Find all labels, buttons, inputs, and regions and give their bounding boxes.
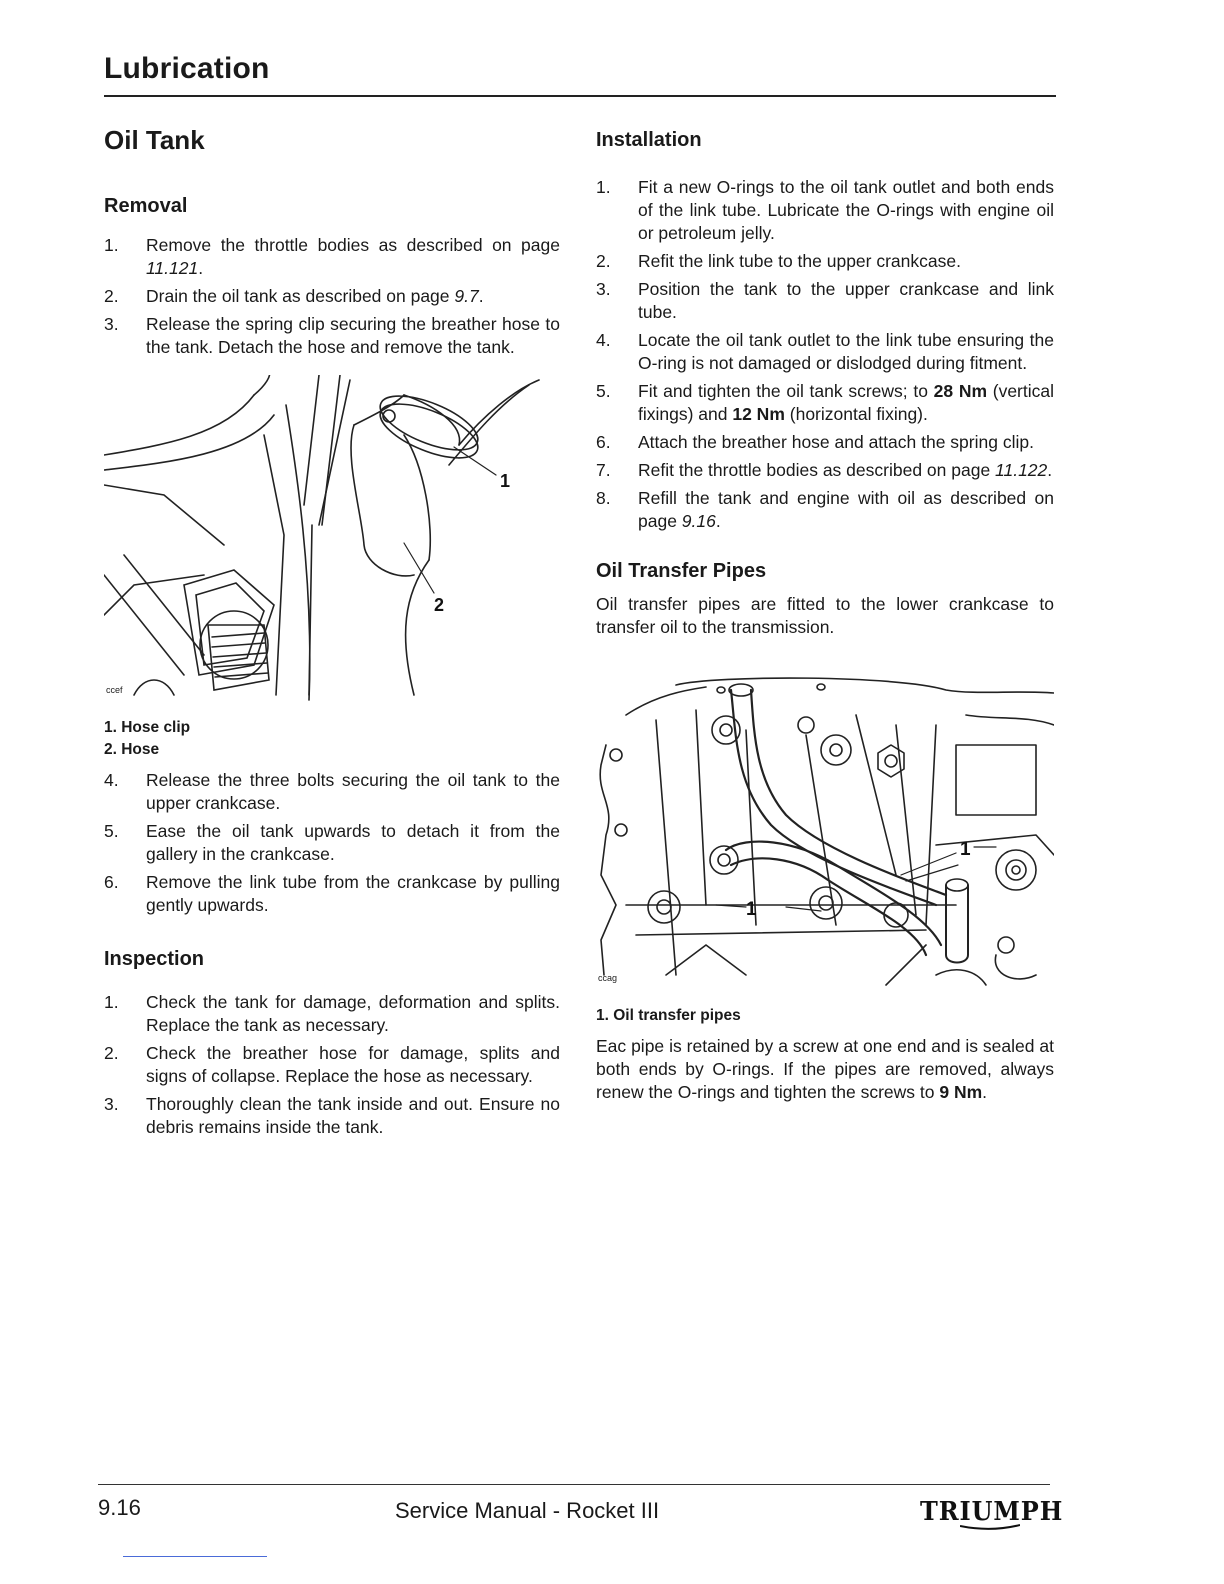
inspection-heading: Inspection	[104, 948, 205, 970]
list-item: 1. Remove the throttle bodies as described on page 11.121.	[104, 235, 560, 278]
list-item: 8. Refill the tank and engine with oil as described on page 9.16.	[596, 488, 1054, 531]
oil-transfer-pipes-heading: Oil Transfer Pipes	[596, 560, 767, 582]
caption-hose: 2. Hose	[104, 741, 160, 758]
list-item: 3. Thoroughly clean the tank inside and out. Ensure no debris remains inside the tank.	[104, 1094, 560, 1137]
list-item: 3. Release the spring clip securing the breather hose to the tank. Detach the hose and remove the tank.	[104, 314, 560, 357]
logo-swoosh-icon	[960, 1524, 1020, 1530]
list-item: 6. Attach the breather hose and attach the spring clip.	[596, 432, 1034, 452]
list-item: 4. Locate the oil tank outlet to the link tube ensuring the O-ring is not damaged or dislodged during fitment.	[596, 330, 1054, 373]
list-item: 5. Ease the oil tank upwards to detach it from the gallery in the crankcase.	[104, 821, 560, 864]
caption-hose-clip: 1. Hose clip	[104, 719, 191, 736]
oil-tank-title: Oil Tank	[104, 125, 205, 155]
manual-title: Service Manual - Rocket III	[395, 1498, 660, 1523]
triumph-logo: TRIUMPH	[920, 1497, 1064, 1527]
oil-transfer-intro: Oil transfer pipes are fitted to the lower crankcase to transfer oil to the transmission.	[596, 594, 1054, 637]
list-item: 3. Position the tank to the upper crankcase and link tube.	[596, 279, 1054, 322]
caption-oil-transfer-pipes: 1. Oil transfer pipes	[596, 1007, 741, 1024]
list-item: 1. Check the tank for damage, deformation and splits. Replace the tank as necessary.	[104, 992, 560, 1035]
list-item: 2. Drain the oil tank as described on page 9.7.	[104, 286, 484, 306]
inspection-steps	[104, 991, 560, 1139]
list-item: 2. Refit the link tube to the upper crankcase.	[596, 251, 961, 271]
link-underline	[123, 1556, 267, 1557]
installation-steps	[596, 176, 1054, 533]
list-item: 2. Check the breather hose for damage, splits and signs of collapse. Replace the hose as necessary.	[104, 1043, 560, 1086]
figure-code-label: ccef	[106, 685, 123, 695]
oil-transfer-pipes-diagram	[596, 675, 1054, 995]
header-rule	[104, 95, 1056, 97]
oil-tank-hose-diagram	[104, 375, 560, 705]
callout-1b: 1	[746, 899, 757, 920]
right-column	[596, 122, 1054, 1104]
page-number: 9.16	[98, 1495, 141, 1520]
callout-1: 1	[500, 471, 511, 491]
list-item: 7. Refit the throttle bodies as described on page 11.122.	[596, 460, 1053, 480]
list-item: 6. Remove the link tube from the crankcase by pulling gently upwards.	[104, 872, 560, 915]
list-item: 1. Fit a new O-rings to the oil tank outlet and both ends of the link tube. Lubricate the O-rings with engine oil or petroleum jelly.	[596, 177, 1054, 243]
left-column	[104, 122, 560, 1144]
removal-heading: Removal	[104, 195, 188, 217]
installation-heading: Installation	[596, 129, 702, 151]
callout-1a: 1	[960, 839, 971, 860]
removal-steps-b	[104, 769, 560, 917]
callout-2: 2	[434, 595, 445, 615]
footer-rule	[98, 1484, 1050, 1485]
removal-steps-a	[104, 234, 560, 359]
section-title: Lubrication	[104, 52, 270, 85]
list-item: 4. Release the three bolts securing the oil tank to the upper crankcase.	[104, 770, 560, 813]
figure-code-label: ccag	[598, 973, 618, 983]
figure-captions	[104, 717, 560, 761]
oil-transfer-body: Eac pipe is retained by a screw at one end and is sealed at both ends by O-rings. If the pipes are removed, always renew the O-rings and tighten the screws to 9 Nm.	[596, 1036, 1054, 1102]
list-item: 5. Fit and tighten the oil tank screws; to 28 Nm (vertical fixings) and 12 Nm (horizontal fixing).	[596, 381, 1054, 424]
